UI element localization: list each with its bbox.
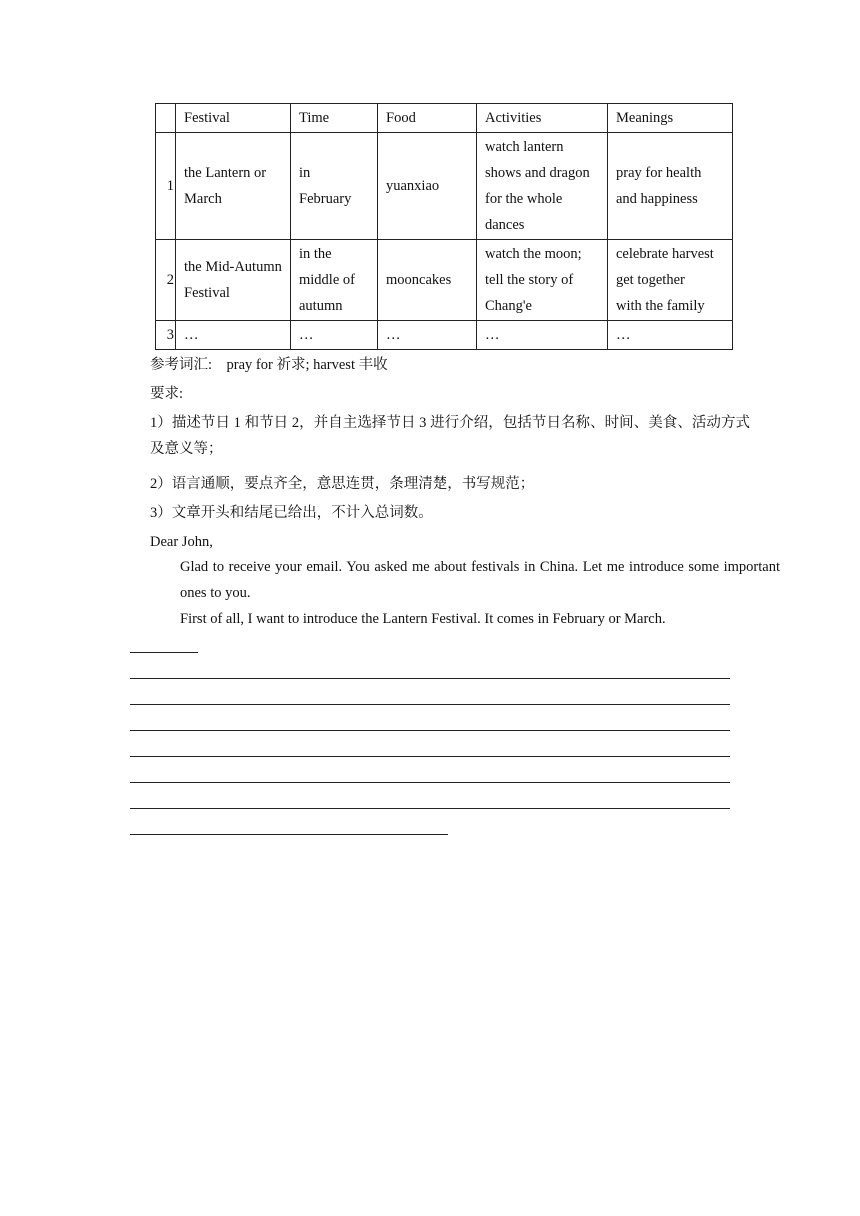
letter-salutation: Dear John, [150,534,213,550]
food-cell: mooncakes [378,240,477,321]
table-row [156,240,733,321]
header-cell: Festival [176,104,291,133]
answer-line[interactable] [130,782,730,783]
answer-line[interactable] [130,704,730,705]
answer-line[interactable] [130,756,730,757]
time-cell: in the middle of autumn [291,240,378,321]
answer-line[interactable] [130,678,730,679]
time-cell: in February [291,133,378,240]
row-number: 2 [156,240,176,321]
meanings-cell: pray for health and happiness [608,133,733,240]
requirements-title: 要求: [150,386,184,402]
row-number: 3 [156,321,176,350]
table-row [156,133,733,240]
table-header-row [156,104,733,133]
festival-cell: the Mid-Autumn Festival [176,240,291,321]
meanings-cell: … [608,321,733,350]
header-cell: Food [378,104,477,133]
festival-cell: … [176,321,291,350]
activities-cell: watch lantern shows and dragon for the whole dances [477,133,608,240]
letter-paragraph: First of all, I want to introduce the Lantern Festival. It comes in February or March. [180,611,666,627]
vocabulary-note: 参考词汇: pray for 祈求; harvest 丰收 [150,357,388,373]
activities-cell: watch the moon; tell the story of Chang'e [477,240,608,321]
answer-line[interactable] [130,808,730,809]
header-cell: Activities [477,104,608,133]
meanings-cell: celebrate harvest get together with the family [608,240,733,321]
requirement-item: 1）描述节日 1 和节日 2，并自主选择节日 3 进行介绍，包括节日名称、时间、美食、活动方式及意义等； [150,415,750,457]
food-cell: yuanxiao [378,133,477,240]
festival-table [155,103,733,350]
header-cell [156,104,176,133]
answer-line[interactable] [130,834,448,835]
header-cell: Meanings [608,104,733,133]
time-cell: … [291,321,378,350]
answer-line[interactable] [130,730,730,731]
table-row [156,321,733,350]
header-cell: Time [291,104,378,133]
food-cell: … [378,321,477,350]
activities-cell: … [477,321,608,350]
requirement-item: 3）文章开头和结尾已给出，不计入总词数。 [150,505,433,521]
row-number: 1 [156,133,176,240]
letter-paragraph: Glad to receive your email. You asked me about festivals in China. Let me introduce some important ones to you. [180,559,780,601]
requirement-item: 2）语言通顺，要点齐全，意思连贯，条理清楚，书写规范； [150,476,535,492]
answer-line[interactable] [130,652,198,653]
festival-cell: the Lantern or March [176,133,291,240]
